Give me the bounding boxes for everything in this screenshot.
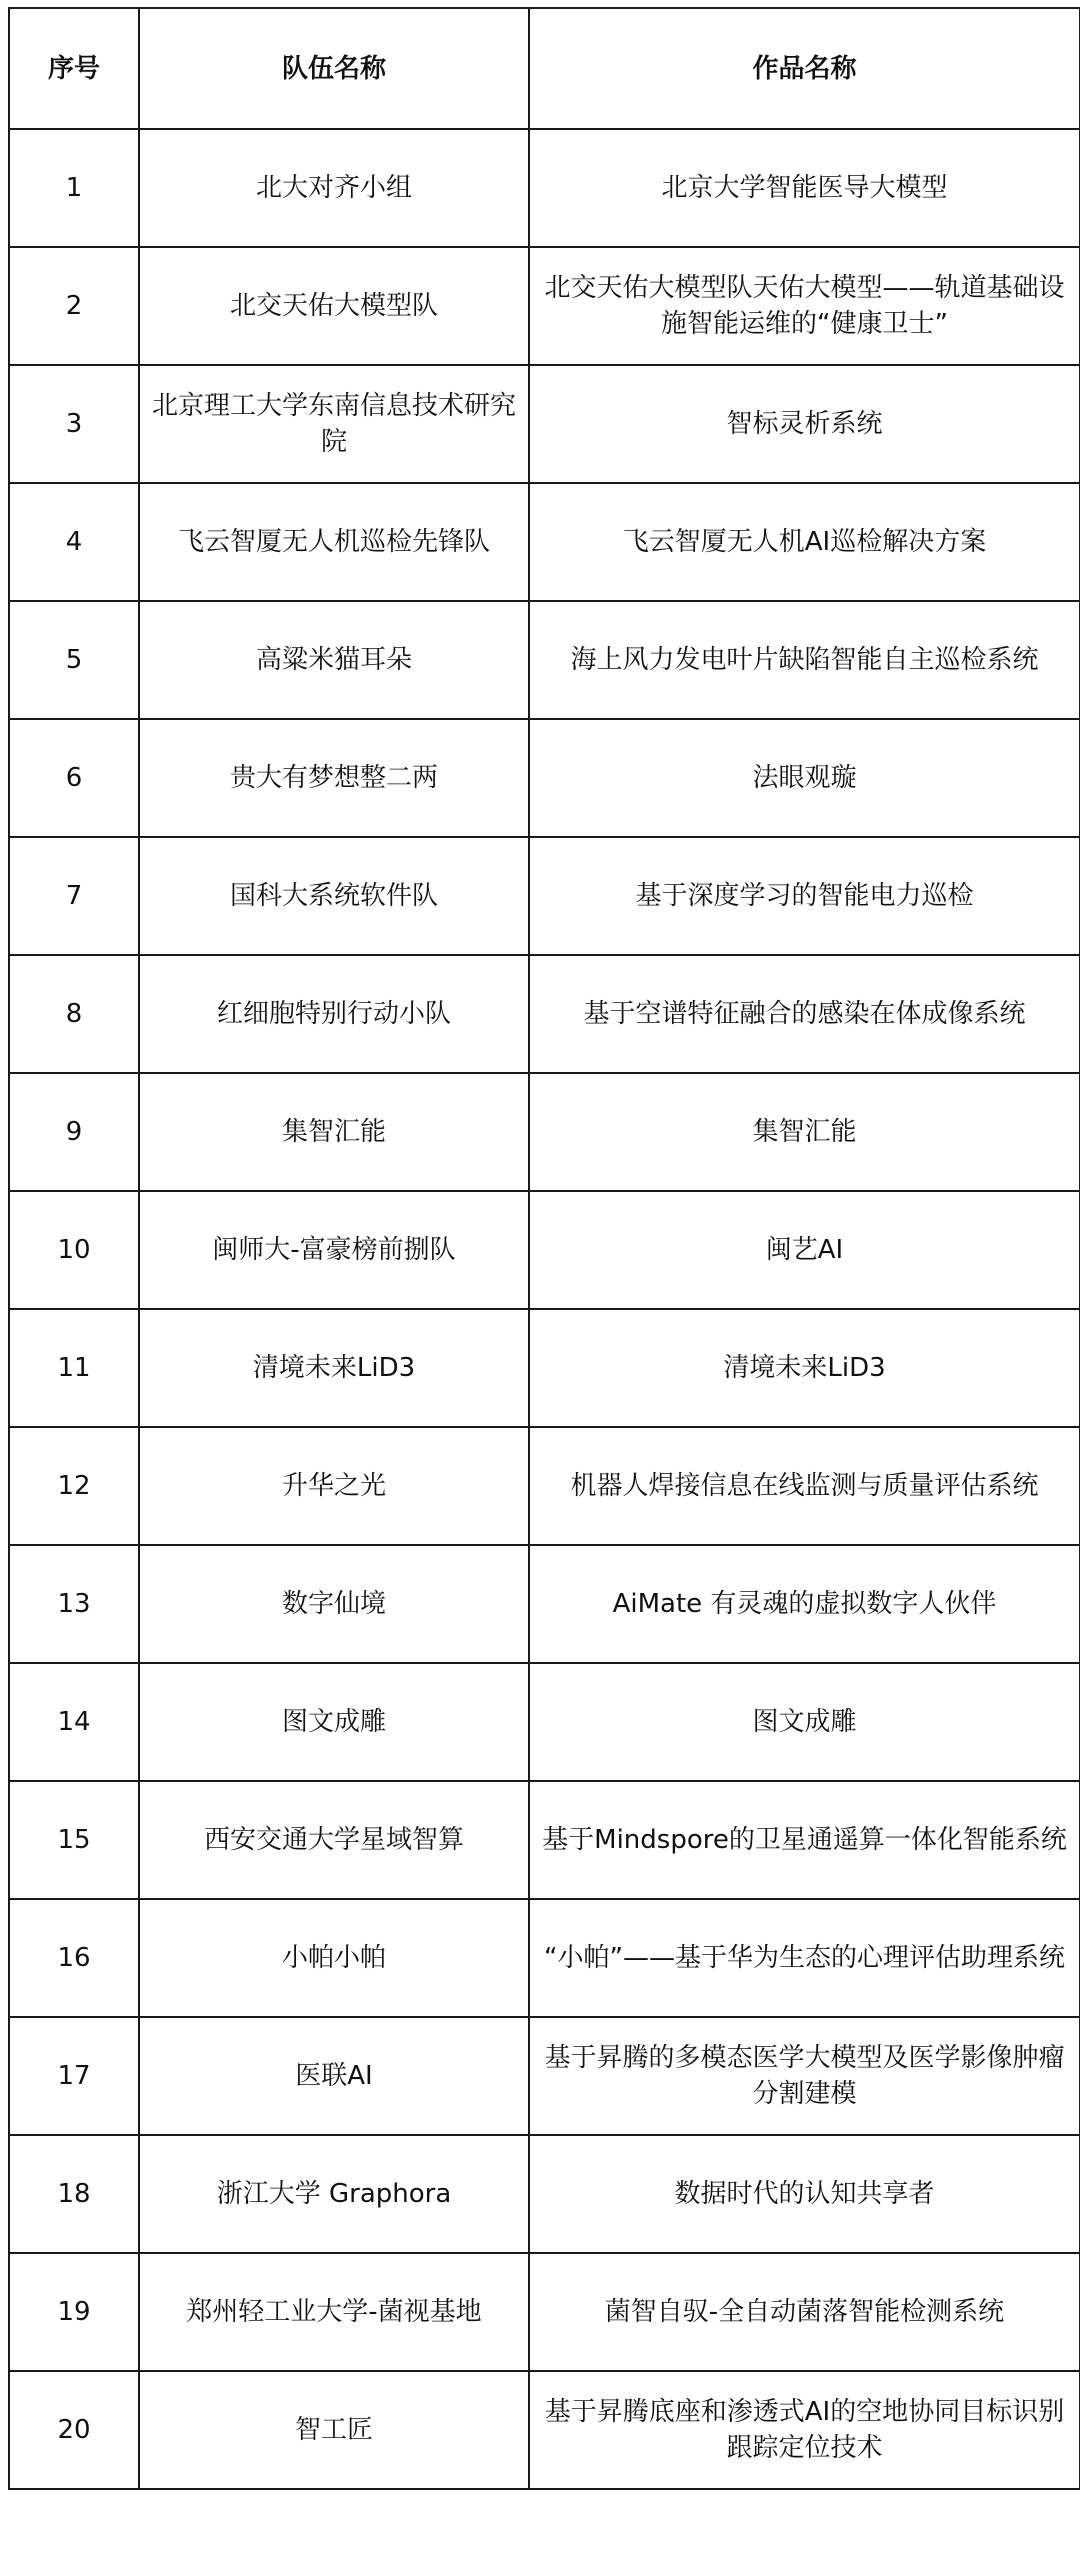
cell-team-name: 北京理工大学东南信息技术研究院 — [139, 365, 529, 483]
cell-no: 12 — [9, 1427, 139, 1545]
table-row — [9, 837, 1080, 955]
cell-team-name: 小帕小帕 — [139, 1899, 529, 2017]
cell-no: 15 — [9, 1781, 139, 1899]
cell-no: 6 — [9, 719, 139, 837]
cell-no: 20 — [9, 2371, 139, 2489]
cell-work-name: 基于空谱特征融合的感染在体成像系统 — [529, 955, 1080, 1073]
cell-team-name: 智工匠 — [139, 2371, 529, 2489]
table-row — [9, 2135, 1080, 2253]
cell-team-name: 图文成雕 — [139, 1663, 529, 1781]
cell-team-name: 郑州轻工业大学-菌视基地 — [139, 2253, 529, 2371]
cell-work-name: 智标灵析系统 — [529, 365, 1080, 483]
cell-team-name: 闽师大-富豪榜前捌队 — [139, 1191, 529, 1309]
cell-work-name: 法眼观璇 — [529, 719, 1080, 837]
table-row — [9, 1781, 1080, 1899]
cell-work-name: 基于深度学习的智能电力巡检 — [529, 837, 1080, 955]
cell-no: 2 — [9, 247, 139, 365]
cell-work-name: 数据时代的认知共享者 — [529, 2135, 1080, 2253]
cell-work-name: 菌智自驭-全自动菌落智能检测系统 — [529, 2253, 1080, 2371]
cell-work-name: 闽艺AI — [529, 1191, 1080, 1309]
table-row — [9, 719, 1080, 837]
cell-work-name: 北交天佑大模型队天佑大模型——轨道基础设施智能运维的“健康卫士” — [529, 247, 1080, 365]
cell-team-name: 贵大有梦想整二两 — [139, 719, 529, 837]
header-row — [9, 8, 1080, 129]
cell-work-name: 基于昇腾底座和渗透式AI的空地协同目标识别跟踪定位技术 — [529, 2371, 1080, 2489]
cell-work-name: 图文成雕 — [529, 1663, 1080, 1781]
cell-team-name: 医联AI — [139, 2017, 529, 2135]
table-row — [9, 129, 1080, 247]
cell-no: 9 — [9, 1073, 139, 1191]
cell-no: 10 — [9, 1191, 139, 1309]
cell-work-name: “小帕”——基于华为生态的心理评估助理系统 — [529, 1899, 1080, 2017]
cell-no: 8 — [9, 955, 139, 1073]
cell-team-name: 数字仙境 — [139, 1545, 529, 1663]
cell-team-name: 集智汇能 — [139, 1073, 529, 1191]
cell-team-name: 清境未来LiD3 — [139, 1309, 529, 1427]
header-work: 作品名称 — [529, 8, 1080, 129]
cell-team-name: 北交天佑大模型队 — [139, 247, 529, 365]
table-row — [9, 2017, 1080, 2135]
cell-work-name: 机器人焊接信息在线监测与质量评估系统 — [529, 1427, 1080, 1545]
table-row — [9, 365, 1080, 483]
cell-work-name: 清境未来LiD3 — [529, 1309, 1080, 1427]
cell-team-name: 升华之光 — [139, 1427, 529, 1545]
cell-no: 11 — [9, 1309, 139, 1427]
table-row — [9, 2253, 1080, 2371]
table-row — [9, 1073, 1080, 1191]
cell-no: 17 — [9, 2017, 139, 2135]
table-row — [9, 955, 1080, 1073]
cell-work-name: 飞云智厦无人机AI巡检解决方案 — [529, 483, 1080, 601]
cell-work-name: 北京大学智能医导大模型 — [529, 129, 1080, 247]
table-row — [9, 1899, 1080, 2017]
cell-no: 14 — [9, 1663, 139, 1781]
cell-work-name: 集智汇能 — [529, 1073, 1080, 1191]
cell-no: 7 — [9, 837, 139, 955]
team-works-table — [8, 7, 1080, 2490]
table-row — [9, 483, 1080, 601]
cell-no: 19 — [9, 2253, 139, 2371]
cell-work-name: 海上风力发电叶片缺陷智能自主巡检系统 — [529, 601, 1080, 719]
cell-no: 5 — [9, 601, 139, 719]
cell-team-name: 高粱米猫耳朵 — [139, 601, 529, 719]
cell-no: 18 — [9, 2135, 139, 2253]
table-header — [9, 8, 1080, 129]
table-body — [9, 129, 1080, 2489]
table-row — [9, 247, 1080, 365]
cell-work-name: 基于Mindspore的卫星通遥算一体化智能系统 — [529, 1781, 1080, 1899]
table-row — [9, 601, 1080, 719]
cell-team-name: 浙江大学 Graphora — [139, 2135, 529, 2253]
cell-work-name: AiMate 有灵魂的虚拟数字人伙伴 — [529, 1545, 1080, 1663]
cell-no: 4 — [9, 483, 139, 601]
cell-no: 3 — [9, 365, 139, 483]
table-row — [9, 1663, 1080, 1781]
cell-no: 1 — [9, 129, 139, 247]
cell-no: 13 — [9, 1545, 139, 1663]
cell-team-name: 西安交通大学星域智算 — [139, 1781, 529, 1899]
table-row — [9, 1309, 1080, 1427]
cell-team-name: 红细胞特别行动小队 — [139, 955, 529, 1073]
header-team: 队伍名称 — [139, 8, 529, 129]
table-row — [9, 1427, 1080, 1545]
cell-team-name: 北大对齐小组 — [139, 129, 529, 247]
header-no: 序号 — [9, 8, 139, 129]
table-row — [9, 2371, 1080, 2489]
cell-team-name: 飞云智厦无人机巡检先锋队 — [139, 483, 529, 601]
cell-team-name: 国科大系统软件队 — [139, 837, 529, 955]
table-row — [9, 1545, 1080, 1663]
table-row — [9, 1191, 1080, 1309]
cell-work-name: 基于昇腾的多模态医学大模型及医学影像肿瘤分割建模 — [529, 2017, 1080, 2135]
cell-no: 16 — [9, 1899, 139, 2017]
